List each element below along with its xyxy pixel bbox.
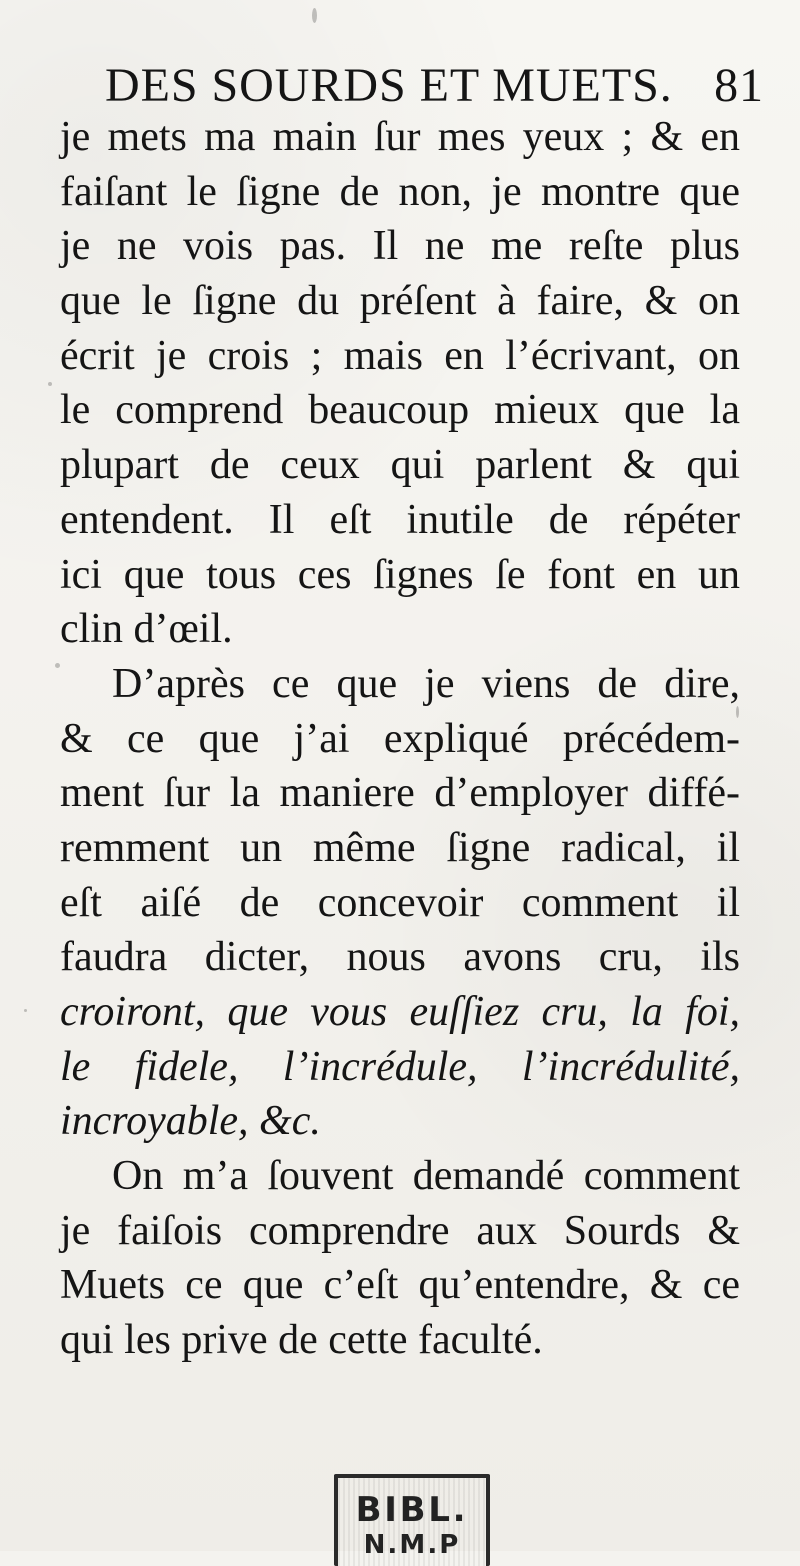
text-line: remment un même ſigne radical, il — [60, 824, 740, 871]
text-line: ici que tous ces ſignes ſe font en un — [60, 551, 740, 598]
text-line: je ne vois pas. Il ne me reſte plus — [60, 223, 740, 270]
text-line: que le ſigne du préſent à faire, & on — [60, 278, 740, 325]
text-line: le comprend beaucoup mieux que la — [60, 387, 740, 434]
text-line: D’après ce que je viens de dire, — [112, 660, 740, 707]
text-line: & ce que j’ai expliqué précédem- — [60, 715, 740, 762]
page-number: 81 — [714, 59, 764, 112]
running-head-title: DES SOURDS ET MUETS. — [105, 59, 673, 112]
running-head — [60, 58, 764, 114]
text-line: clin d’œil. — [60, 606, 233, 653]
stamp-text-bottom: N.M.P — [363, 1530, 461, 1560]
text-line: faiſant le ſigne de non, je montre que — [60, 168, 740, 215]
text-line: faudra dicter, nous avons cru, ils — [60, 934, 740, 981]
ink-speck — [55, 663, 60, 668]
text-line: entendent. Il eſt inutile de répéter — [60, 496, 740, 543]
ink-speck — [736, 706, 739, 718]
text-line: incroyable, &c. — [60, 1098, 321, 1145]
text-line: plupart de ceux qui parlent & qui — [60, 442, 740, 489]
text-line: Muets ce que c’eſt qu’entendre, & ce — [60, 1262, 740, 1309]
text-line: je faiſois comprendre aux Sourds & — [60, 1207, 740, 1254]
text-line: croiront, que vous euſſiez cru, la foi, — [60, 989, 740, 1035]
text-line: écrit je crois ; mais en l’écrivant, on — [60, 332, 740, 379]
stamp-text-top: BIBL. — [355, 1490, 469, 1530]
text-line: On m’a ſouvent demandé comment — [112, 1153, 740, 1200]
text-line: eſt aiſé de concevoir comment il — [60, 879, 740, 926]
text-line: le fidele, l’incrédule, l’incrédulité, — [60, 1043, 740, 1090]
text-line: je mets ma main ſur mes yeux ; & en — [60, 114, 740, 160]
text-line: ment ſur la maniere d’employer diffé- — [60, 770, 740, 817]
body-text — [60, 110, 740, 1368]
ink-speck — [312, 8, 317, 23]
library-stamp — [334, 1474, 490, 1566]
text-line: qui les prive de cette faculté. — [60, 1317, 543, 1364]
ink-speck — [48, 382, 52, 386]
ink-speck — [24, 1009, 27, 1012]
